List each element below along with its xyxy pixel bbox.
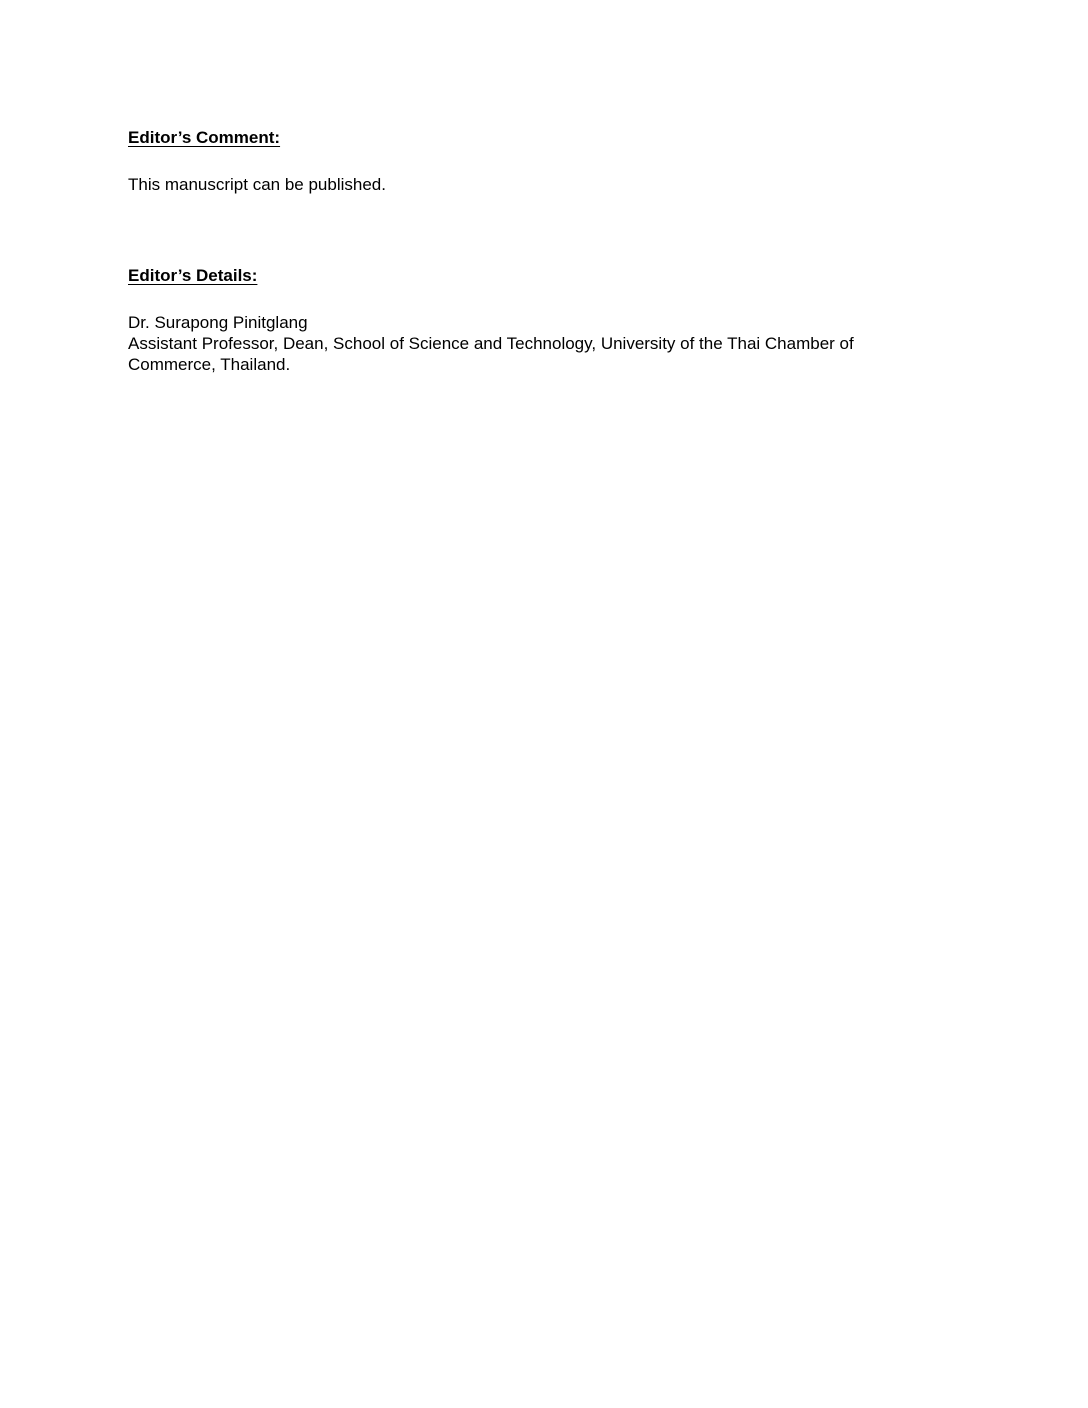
editor-details-heading: Editor’s Details:	[128, 266, 258, 285]
editor-name-text: Dr. Surapong Pinitglang	[128, 313, 308, 332]
editor-details-section	[128, 265, 938, 375]
editor-comment-text: This manuscript can be published.	[128, 175, 386, 194]
editor-comment-heading: Editor’s Comment:	[128, 128, 281, 147]
editor-comment-section	[128, 127, 938, 195]
editor-affiliation-text: Assistant Professor, Dean, School of Science and Technology, University of the Thai Chamber of Commerce, Thailand.	[128, 334, 854, 374]
